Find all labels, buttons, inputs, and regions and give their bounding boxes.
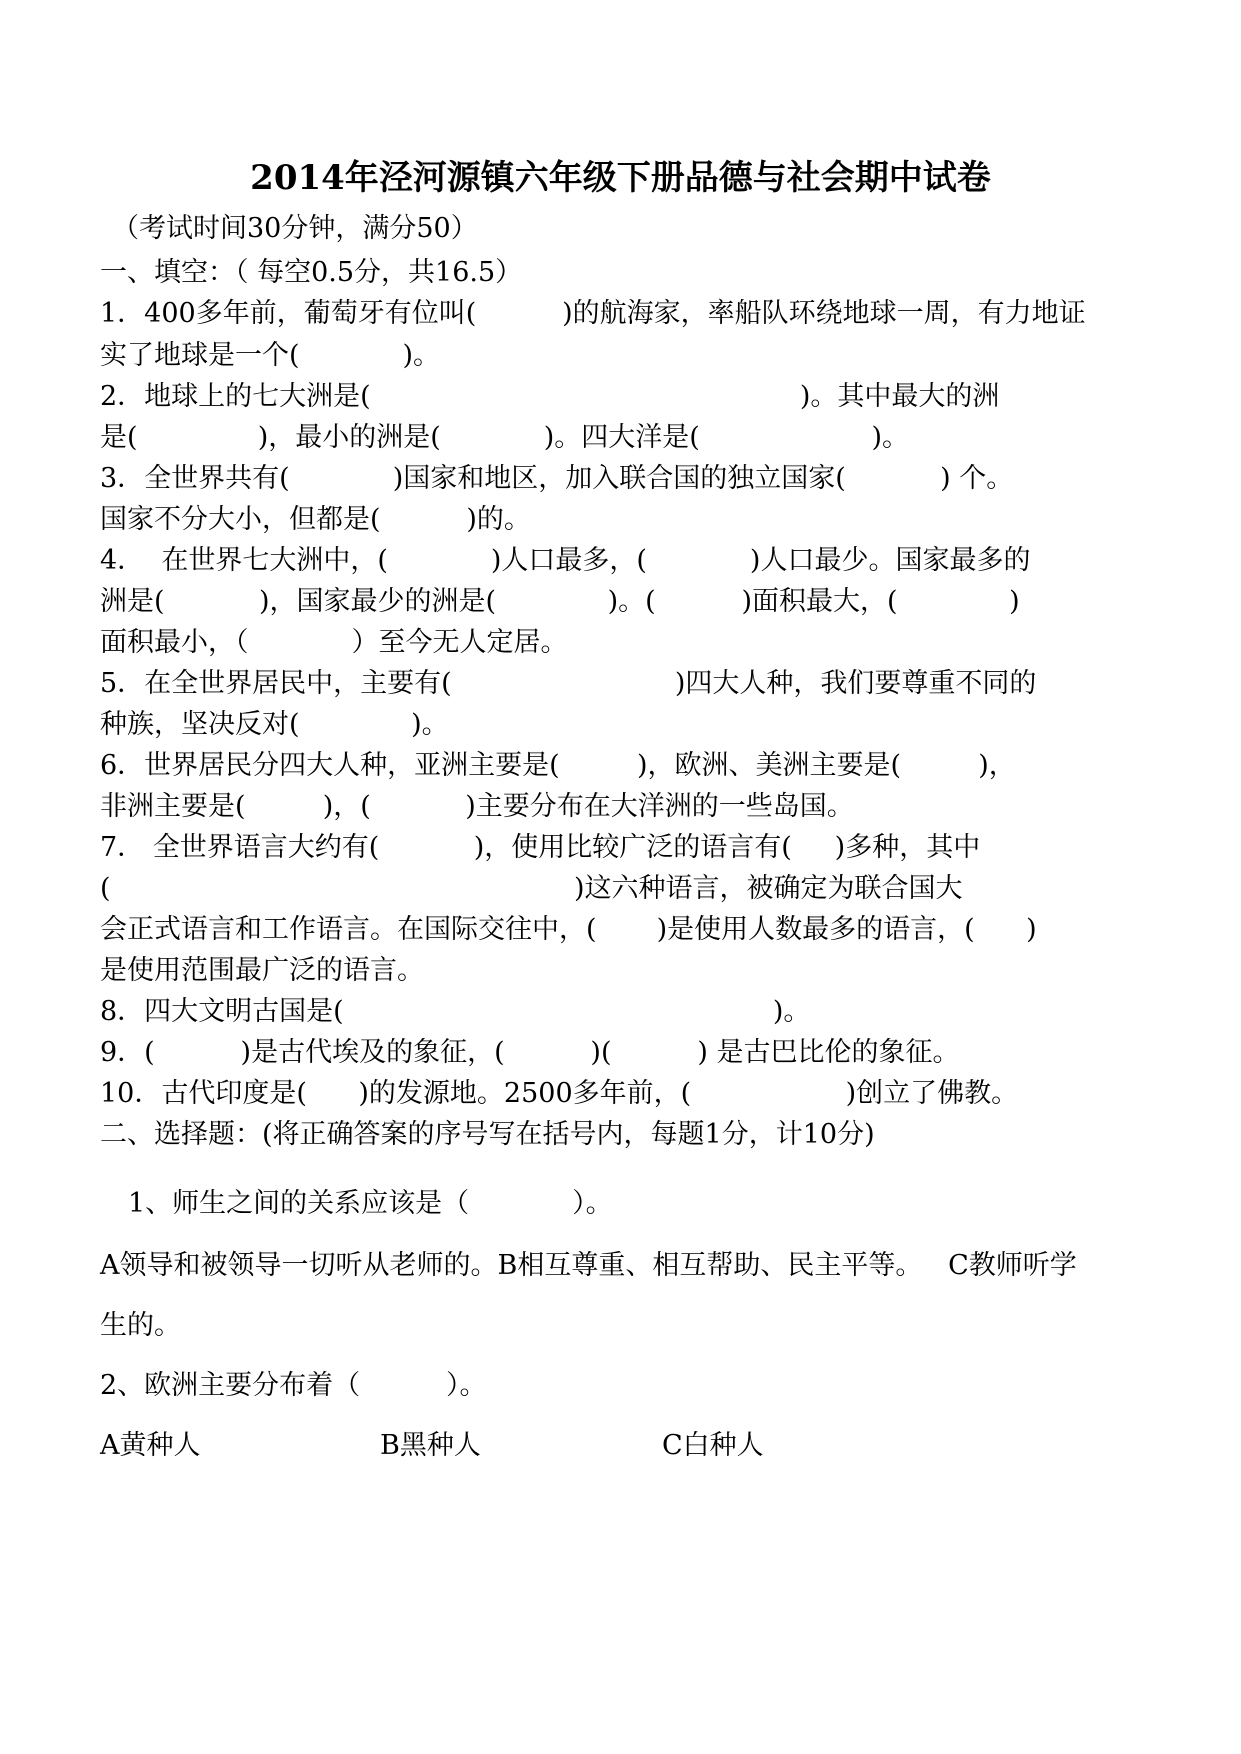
question-line: 4． 在世界七大洲中，( )人口最多，( )人口最少。国家最多的 <box>100 545 1031 576</box>
question-line: 2．地球上的七大洲是( )。其中最大的洲 <box>100 381 1000 412</box>
question-line: 面积最小，（ ）至今无人定居。 <box>100 627 568 658</box>
section1-heading: 一、填空：（ 每空0.5分，共16.5） <box>100 257 523 288</box>
question-line: 8．四大文明古国是( )。 <box>100 996 811 1027</box>
exam-info: （考试时间30分钟，满分50） <box>112 213 478 244</box>
question-line: ( )这六种语言，被确定为联合国大 <box>100 873 963 904</box>
question-line: 是使用范围最广泛的语言。 <box>100 955 424 986</box>
choice-option-b: B黑种人 <box>380 1430 481 1461</box>
question-line: 6．世界居民分四大人种，亚洲主要是( )，欧洲、美洲主要是( )， <box>100 750 1016 781</box>
choice-option-a: A黄种人 <box>100 1430 201 1461</box>
question-line: 非洲主要是( )，( )主要分布在大洋洲的一些岛国。 <box>100 791 854 822</box>
question-line: 洲是( )，国家最少的洲是( )。( )面积最大，( ) <box>100 586 1020 617</box>
question-line: 会正式语言和工作语言。在国际交往中，( )是使用人数最多的语言，( ) <box>100 914 1037 945</box>
page-title: 2014年泾河源镇六年级下册品德与社会期中试卷 <box>250 158 991 198</box>
question-line: 实了地球是一个( )。 <box>100 340 441 371</box>
question-line: 10．古代印度是( )的发源地。2500多年前，( )创立了佛教。 <box>100 1078 1019 1109</box>
choice-question-2: 2、欧洲主要分布着（ ）。 <box>100 1370 487 1401</box>
choice-options-1-cont: 生的。 <box>100 1310 181 1341</box>
question-line: 种族，坚决反对( )。 <box>100 709 449 740</box>
question-line: 是( )，最小的洲是( )。四大洋是( )。 <box>100 422 909 453</box>
section2-heading: 二、选择题：(将正确答案的序号写在括号内，每题1分，计10分) <box>100 1119 875 1150</box>
choice-option-c: C白种人 <box>662 1430 764 1461</box>
choice-options-1: A领导和被领导一切听从老师的。B相互尊重、相互帮助、民主平等。 C教师听学 <box>100 1250 1077 1281</box>
question-line: 5．在全世界居民中，主要有( )四大人种，我们要尊重不同的 <box>100 668 1037 699</box>
question-line: 国家不分大小，但都是( )的。 <box>100 504 531 535</box>
question-line: 1．400多年前，葡萄牙有位叫( )的航海家，率船队环绕地球一周，有力地证 <box>100 298 1086 329</box>
question-line: 9．( )是古代埃及的象征，( )( ) 是古巴比伦的象征。 <box>100 1037 960 1068</box>
choice-question-1: 1、师生之间的关系应该是（ ）。 <box>128 1188 613 1219</box>
question-line: 3．全世界共有( )国家和地区，加入联合国的独立国家( ) 个。 <box>100 463 1014 494</box>
question-line: 7． 全世界语言大约有( )，使用比较广泛的语言有( )多种，其中 <box>100 832 981 863</box>
